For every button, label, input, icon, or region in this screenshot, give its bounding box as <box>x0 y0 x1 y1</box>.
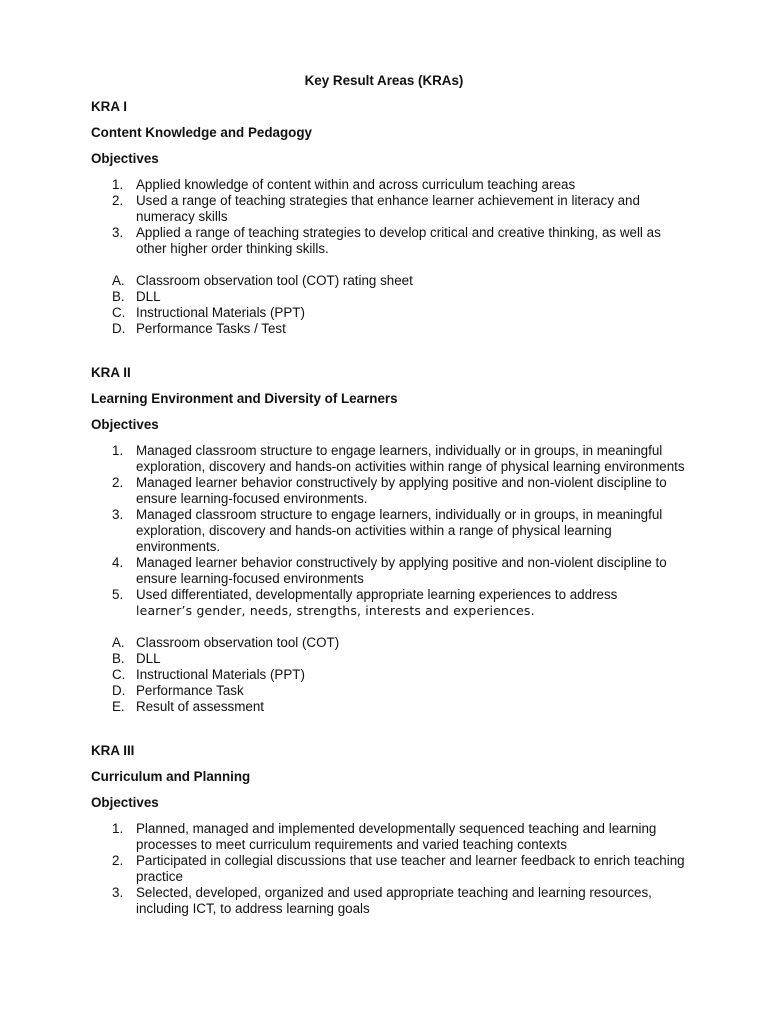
list-item: E. Result of assessment <box>112 699 265 714</box>
list-item: 3. Managed classroom structure to engage learners, individually or in groups, in meaningful exploration, discovery and hands-on activities within a range of physical learning environments. <box>112 507 663 554</box>
list-item: B. DLL <box>112 651 161 666</box>
kra-3-objectives-label: Objectives <box>91 795 159 810</box>
kra-2-means-list <box>91 635 691 715</box>
kra-1-means-list <box>91 273 691 337</box>
list-item: 2. Participated in collegial discussions that use teacher and learner feedback to enrich teaching practice <box>112 853 685 884</box>
list-item: 4. Managed learner behavior constructively by applying positive and non-violent discipline to ensure learning-focused environments <box>112 555 667 586</box>
list-item: 1. Applied knowledge of content within and across curriculum teaching areas <box>112 177 576 192</box>
kra-1-objectives-label: Objectives <box>91 151 159 166</box>
list-item: 1. Managed classroom structure to engage learners, individually or in groups, in meaningful exploration, discovery and hands-on activities within range of physical learning environments <box>112 443 685 474</box>
kra-1-section <box>91 99 691 337</box>
kra-2-label: KRA II <box>91 365 131 380</box>
list-item: 1. Planned, managed and implemented developmentally sequenced teaching and learning processes to meet curriculum requirements and varied teaching contexts <box>112 821 657 852</box>
list-item: 2. Managed learner behavior constructively by applying positive and non-violent discipline to ensure learning-focused environments. <box>112 475 667 506</box>
kra-1-label: KRA I <box>91 99 127 114</box>
kra-2-heading: Learning Environment and Diversity of Learners <box>91 391 398 406</box>
list-item: D. Performance Tasks / Test <box>112 321 286 336</box>
kra-1-objectives-list <box>91 177 691 257</box>
kra-2-section <box>91 365 691 715</box>
list-item: A. Classroom observation tool (COT) rating sheet <box>112 273 413 288</box>
kra-3-objectives-list <box>91 821 691 917</box>
page-title: Key Result Areas (KRAs) <box>304 73 464 88</box>
list-item: 2. Used a range of teaching strategies that enhance learner achievement in literacy and numeracy skills <box>112 193 640 224</box>
kra-3-section <box>91 743 691 917</box>
list-item: A. Classroom observation tool (COT) <box>112 635 340 650</box>
list-item: B. DLL <box>112 289 161 304</box>
kra-3-label: KRA III <box>91 743 135 758</box>
list-item: 5. Used differentiated, developmentally appropriate learning experiences to address learner’s gender, needs, strengths, interests and experiences. <box>112 587 618 618</box>
kra-2-objectives-list <box>91 443 691 619</box>
kra-2-objectives-label: Objectives <box>91 417 159 432</box>
list-item: C. Instructional Materials (PPT) <box>112 305 305 320</box>
list-item: C. Instructional Materials (PPT) <box>112 667 305 682</box>
kra-3-heading: Curriculum and Planning <box>91 769 251 784</box>
list-item: 3. Applied a range of teaching strategies to develop critical and creative thinking, as well as other higher order thinking skills. <box>112 225 661 256</box>
kra-1-heading: Content Knowledge and Pedagogy <box>91 125 312 140</box>
list-item: 3. Selected, developed, organized and used appropriate teaching and learning resources, including ICT, to address learning goals <box>112 885 652 916</box>
list-item: D. Performance Task <box>112 683 244 698</box>
